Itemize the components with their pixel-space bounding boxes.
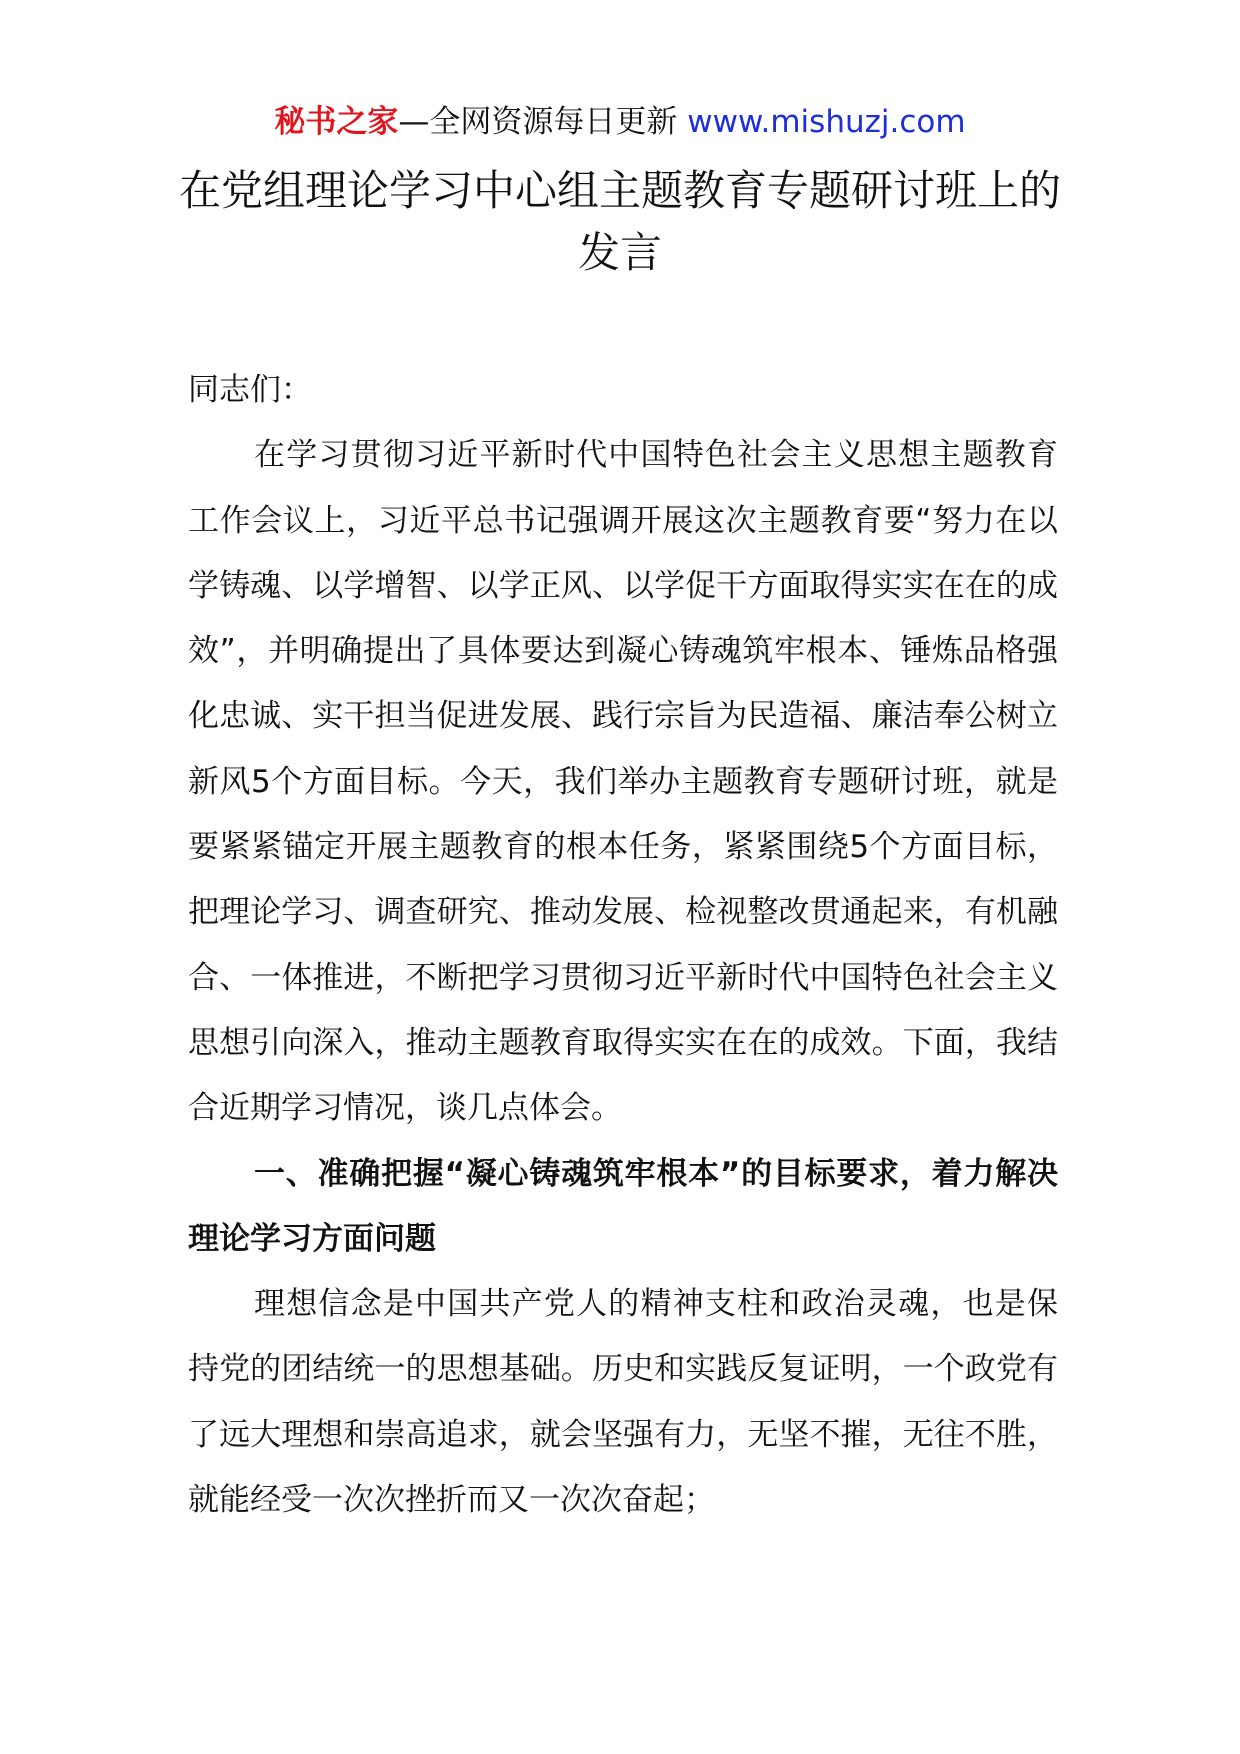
site-tagline: —全网资源每日更新 bbox=[398, 104, 688, 140]
brand-name: 秘书之家 bbox=[274, 104, 399, 140]
body-paragraph: 在学习贯彻习近平新时代中国特色社会主义思想主题教育工作会议上，习近平总书记强调开展这次主题教育要“努力在以学铸魂、以学增智、以学正风、以学促干方面取得实实在在的成效”，并明确提出了具体要达到凝心铸魂筑牢根本、锤炼品格强化忠诚、实干担当促进发展、践行宗旨为民造福、廉洁奉公树立新风5个方面目标。今天，我们举办主题教育专题研讨班，就是要紧紧锚定开展主题教育的根本任务，紧紧围绕5个方面目标，把理论学习、调查研究、推动发展、检视整改贯通起来，有机融合、一体推进，不断把学习贯彻习近平新时代中国特色社会主义思想引向深入，推动主题教育取得实实在在的成效。下面，我结合近期学习情况，谈几点体会。 bbox=[188, 437, 1058, 1127]
site-url-link[interactable]: www.mishuzj.com bbox=[687, 104, 966, 140]
document-body bbox=[188, 358, 1058, 1533]
salutation: 同志们： bbox=[188, 372, 312, 408]
body-paragraph: 理想信念是中国共产党人的精神支柱和政治灵魂，也是保持党的团结统一的思想基础。历史和实践反复证明，一个政党有了远大理想和崇高追求，就会坚强有力，无坚不摧，无往不胜，就能经受一次次挫折而又一次次奋起； bbox=[188, 1286, 1058, 1519]
section-heading: 一、准确把握“凝心铸魂筑牢根本”的目标要求，着力解决理论学习方面问题 bbox=[188, 1155, 1058, 1257]
document-title: 在党组理论学习中心组主题教育专题研讨班上的发言 bbox=[178, 166, 1061, 277]
site-header bbox=[0, 98, 1240, 146]
